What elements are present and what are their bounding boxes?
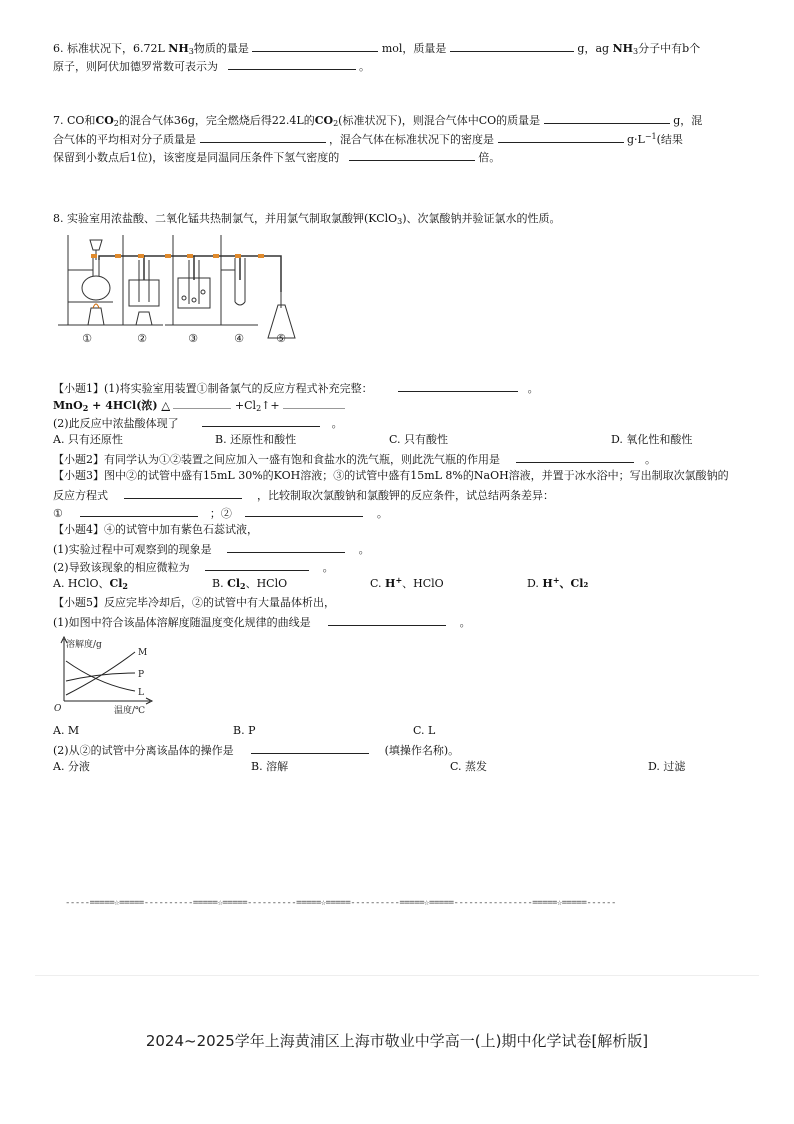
q7-blank-density[interactable] [498, 131, 624, 143]
s2-blank[interactable] [516, 451, 634, 463]
apparatus-label-3: ③ [188, 332, 198, 345]
q8-intro: 8. 实验室用浓盐酸、二氧化锰共热制氯气，并用氯气制取氯酸钾(KClO$_3$)、次氯酸钠并验证氯水的性质。 [53, 212, 561, 226]
q7-line3: 保留到小数点后1位)，该密度是同温同压条件下氢气密度的 倍。 [53, 151, 501, 164]
s4-option-b[interactable]: B. $Cl_2$、HClO [212, 577, 288, 591]
s1-line2: (2)此反应中浓盐酸体现了 。 [53, 417, 343, 430]
s5-option2-b[interactable]: B. 溶解 [251, 760, 289, 773]
q6-line1: 6. 标准状况下，6.72L $NH_3$物质的量是 mol，质量是 g，ag $NH_3$分子中有b个 [53, 42, 701, 56]
s1-line1: 【小题1】(1)将实验室用装置①制备氯气的反应方程式补充完整： 。 [53, 382, 539, 395]
s5-blank-curve[interactable] [328, 614, 446, 626]
page-footer-title: 2024~2025学年上海黄浦区上海市敬业中学高一(上)期中化学试卷[解析版] [145, 1032, 649, 1050]
s4-blank-phenomenon[interactable] [227, 541, 345, 553]
s5-option2-a[interactable]: A. 分液 [53, 760, 90, 773]
s4-line1: 【小题4】④的试管中加有紫色石蕊试液， [53, 523, 258, 536]
q6-blank-avogadro[interactable] [228, 58, 356, 70]
q7-blank-molar-mass[interactable] [200, 131, 326, 143]
s4-line3: (2)导致该现象的相应微粒为 。 [53, 561, 334, 574]
solubility-graph [50, 635, 160, 715]
graph-label-l: L [138, 688, 144, 698]
q7-line2: 合气体的平均相对分子质量是 ，混合气体在标准状况下的密度是 $g\cdot L^{-1}$(结果 [53, 132, 683, 146]
graph-ylabel: 溶解度/g [66, 640, 102, 650]
graph-label-p: P [138, 670, 145, 680]
graph-xlabel: 温度/℃ [114, 706, 146, 715]
s1-blank-equation[interactable] [398, 380, 518, 392]
curve-p [66, 673, 135, 681]
apparatus-label-5: ⑤ [276, 332, 286, 345]
graph-label-m: M [138, 648, 148, 658]
divider [35, 975, 759, 976]
s3-line1: 【小题3】图中②的试管中盛有15mL 30%的KOH溶液；③的试管中盛有15mL 8%的NaOH溶液，并置于冰水浴中；写出制取次氯酸钠的 [53, 469, 729, 482]
s5-line1: 【小题5】反应完毕冷却后，②的试管中有大量晶体析出， [53, 596, 335, 609]
s5-line3: (2)从②的试管中分离该晶体的操作是 (填操作名称)。 [53, 744, 460, 757]
s5-blank-operation[interactable] [251, 742, 369, 754]
s5-option2-d[interactable]: D. 过滤 [648, 760, 686, 773]
q7-line1: 7. CO和$CO_2$的混合气体36g，完全燃烧后得22.4L的$CO_2$(标准状况下)，则混合气体中CO的质量是 g，混 [53, 114, 703, 128]
s3-blank-diff-1[interactable] [80, 505, 198, 517]
s1-option-c[interactable]: C. 只有酸性 [389, 433, 449, 446]
s5-option1-a[interactable]: A. M [53, 724, 80, 737]
s1-equation: MnO$_2$ + 4HCl(浓) △ $+Cl_2↑+$ [53, 397, 345, 413]
q6-line2: 原子，则阿伏加德罗常数可表示为 。 [53, 60, 370, 73]
q7-blank-ratio[interactable] [349, 149, 475, 161]
s5-line2: (1)如图中符合该晶体溶解度随温度变化规律的曲线是 。 [53, 616, 471, 629]
s1-blank-property[interactable] [202, 415, 320, 427]
s4-blank-particles[interactable] [205, 559, 309, 571]
s3-blank-diff-2[interactable] [245, 505, 363, 517]
s1-option-d[interactable]: D. 氧化性和酸性 [611, 433, 693, 446]
s4-option-d[interactable]: D. H+、Cl₂ [527, 575, 589, 590]
s5-option1-b[interactable]: B. P [233, 724, 256, 737]
apparatus-label-2: ② [137, 332, 147, 345]
q6-blank-mass[interactable] [450, 40, 574, 52]
s2-line: 【小题2】有同学认为①②装置之间应加入一盛有饱和食盐水的洗气瓶，则此洗气瓶的作用是 。 [53, 453, 656, 466]
s5-option2-c[interactable]: C. 蒸发 [450, 760, 488, 773]
s4-option-a[interactable]: A. HClO、$Cl_2$ [53, 577, 128, 591]
s1-eq-blank-1[interactable] [173, 397, 231, 409]
apparatus-label-4: ④ [234, 332, 244, 345]
s1-option-b[interactable]: B. 还原性和酸性 [215, 433, 297, 446]
section-separator: -----=====☆=====----------=====☆=====----------=====☆=====----------=====☆=====----------------=====☆=====------ [65, 898, 616, 908]
s1-option-a[interactable]: A. 只有还原性 [53, 433, 123, 446]
q6-blank-moles[interactable] [252, 40, 378, 52]
s3-blank-equation[interactable] [124, 487, 242, 499]
apparatus-diagram [53, 230, 313, 345]
apparatus-label-1: ① [82, 332, 92, 345]
graph-origin: O [54, 704, 62, 714]
s4-option-c[interactable]: C. H+、HClO [370, 575, 444, 590]
q7-blank-co-mass[interactable] [544, 112, 670, 124]
s1-eq-blank-2[interactable] [283, 397, 345, 409]
s4-line2: (1)实验过程中可观察到的现象是 。 [53, 543, 370, 556]
s3-line2: 反应方程式 ，比较制取次氯酸钠和氯酸钾的反应条件，试总结两条差异： [53, 489, 554, 502]
s3-line3: ① ；② 。 [53, 507, 388, 520]
s5-option1-c[interactable]: C. L [413, 724, 436, 737]
